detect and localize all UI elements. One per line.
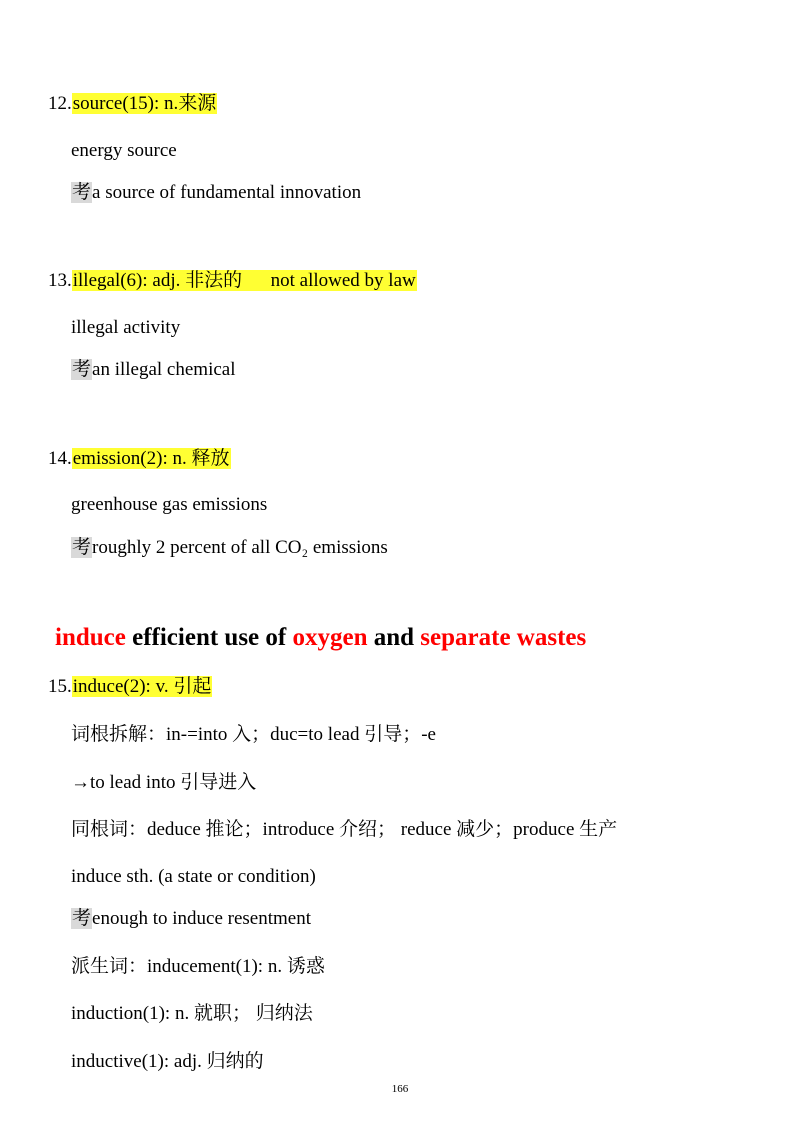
example-line: illegal activity	[71, 317, 181, 338]
entry-number: 12.	[48, 93, 72, 114]
meaning-line: →to lead into 引导进入	[71, 772, 257, 793]
exam-example	[71, 180, 361, 206]
exam-example	[71, 906, 311, 932]
exam-mark: 考	[72, 908, 92, 929]
section-heading	[55, 622, 586, 654]
exam-example	[71, 357, 236, 383]
entry-15-header	[48, 674, 212, 700]
cognates-line: 同根词：deduce 推论；introduce 介绍； reduce 减少；produce 生产	[71, 819, 618, 840]
heading-keyword-separate-wastes: separate wastes	[420, 624, 587, 651]
example-line: greenhouse gas emissions	[71, 494, 268, 515]
entry-number: 15.	[48, 676, 72, 697]
headword: illegal(6): adj. 非法的 not allowed by law	[72, 270, 416, 291]
exam-mark: 考	[72, 182, 92, 203]
usage-line: induce sth. (a state or condition)	[71, 866, 316, 887]
example-line: energy source	[71, 140, 177, 161]
entry-14-header	[48, 446, 231, 472]
exam-text: a source of fundamental innovation	[92, 182, 362, 203]
heading-text: efficient use of	[125, 624, 293, 651]
exam-text: roughly 2 percent of all CO₂ emissions	[92, 537, 388, 558]
derivative-line: 派生词：inducement(1): n. 诱惑	[71, 956, 325, 977]
derivative-line: inductive(1): adj. 归纳的	[71, 1051, 264, 1072]
heading-keyword-oxygen: oxygen	[292, 624, 368, 651]
heading-keyword-induce: induce	[55, 624, 126, 651]
entry-13-header	[48, 268, 417, 294]
exam-text: enough to induce resentment	[92, 908, 311, 929]
headword: source(15): n.来源	[72, 93, 217, 114]
headword: emission(2): n. 释放	[72, 448, 230, 469]
exam-mark: 考	[72, 537, 92, 558]
heading-text: and	[367, 624, 421, 651]
etymology-line: 词根拆解：in-=into 入；duc=to lead 引导；-e	[71, 724, 436, 745]
exam-text: an illegal chemical	[92, 359, 236, 380]
entry-12-header	[48, 91, 217, 117]
entry-number: 13.	[48, 270, 72, 291]
exam-example	[71, 535, 388, 561]
derivative-line: induction(1): n. 就职； 归纳法	[71, 1003, 313, 1024]
entry-number: 14.	[48, 448, 72, 469]
page-number: 166	[391, 1083, 409, 1095]
exam-mark: 考	[72, 359, 92, 380]
headword: induce(2): v. 引起	[72, 676, 212, 697]
